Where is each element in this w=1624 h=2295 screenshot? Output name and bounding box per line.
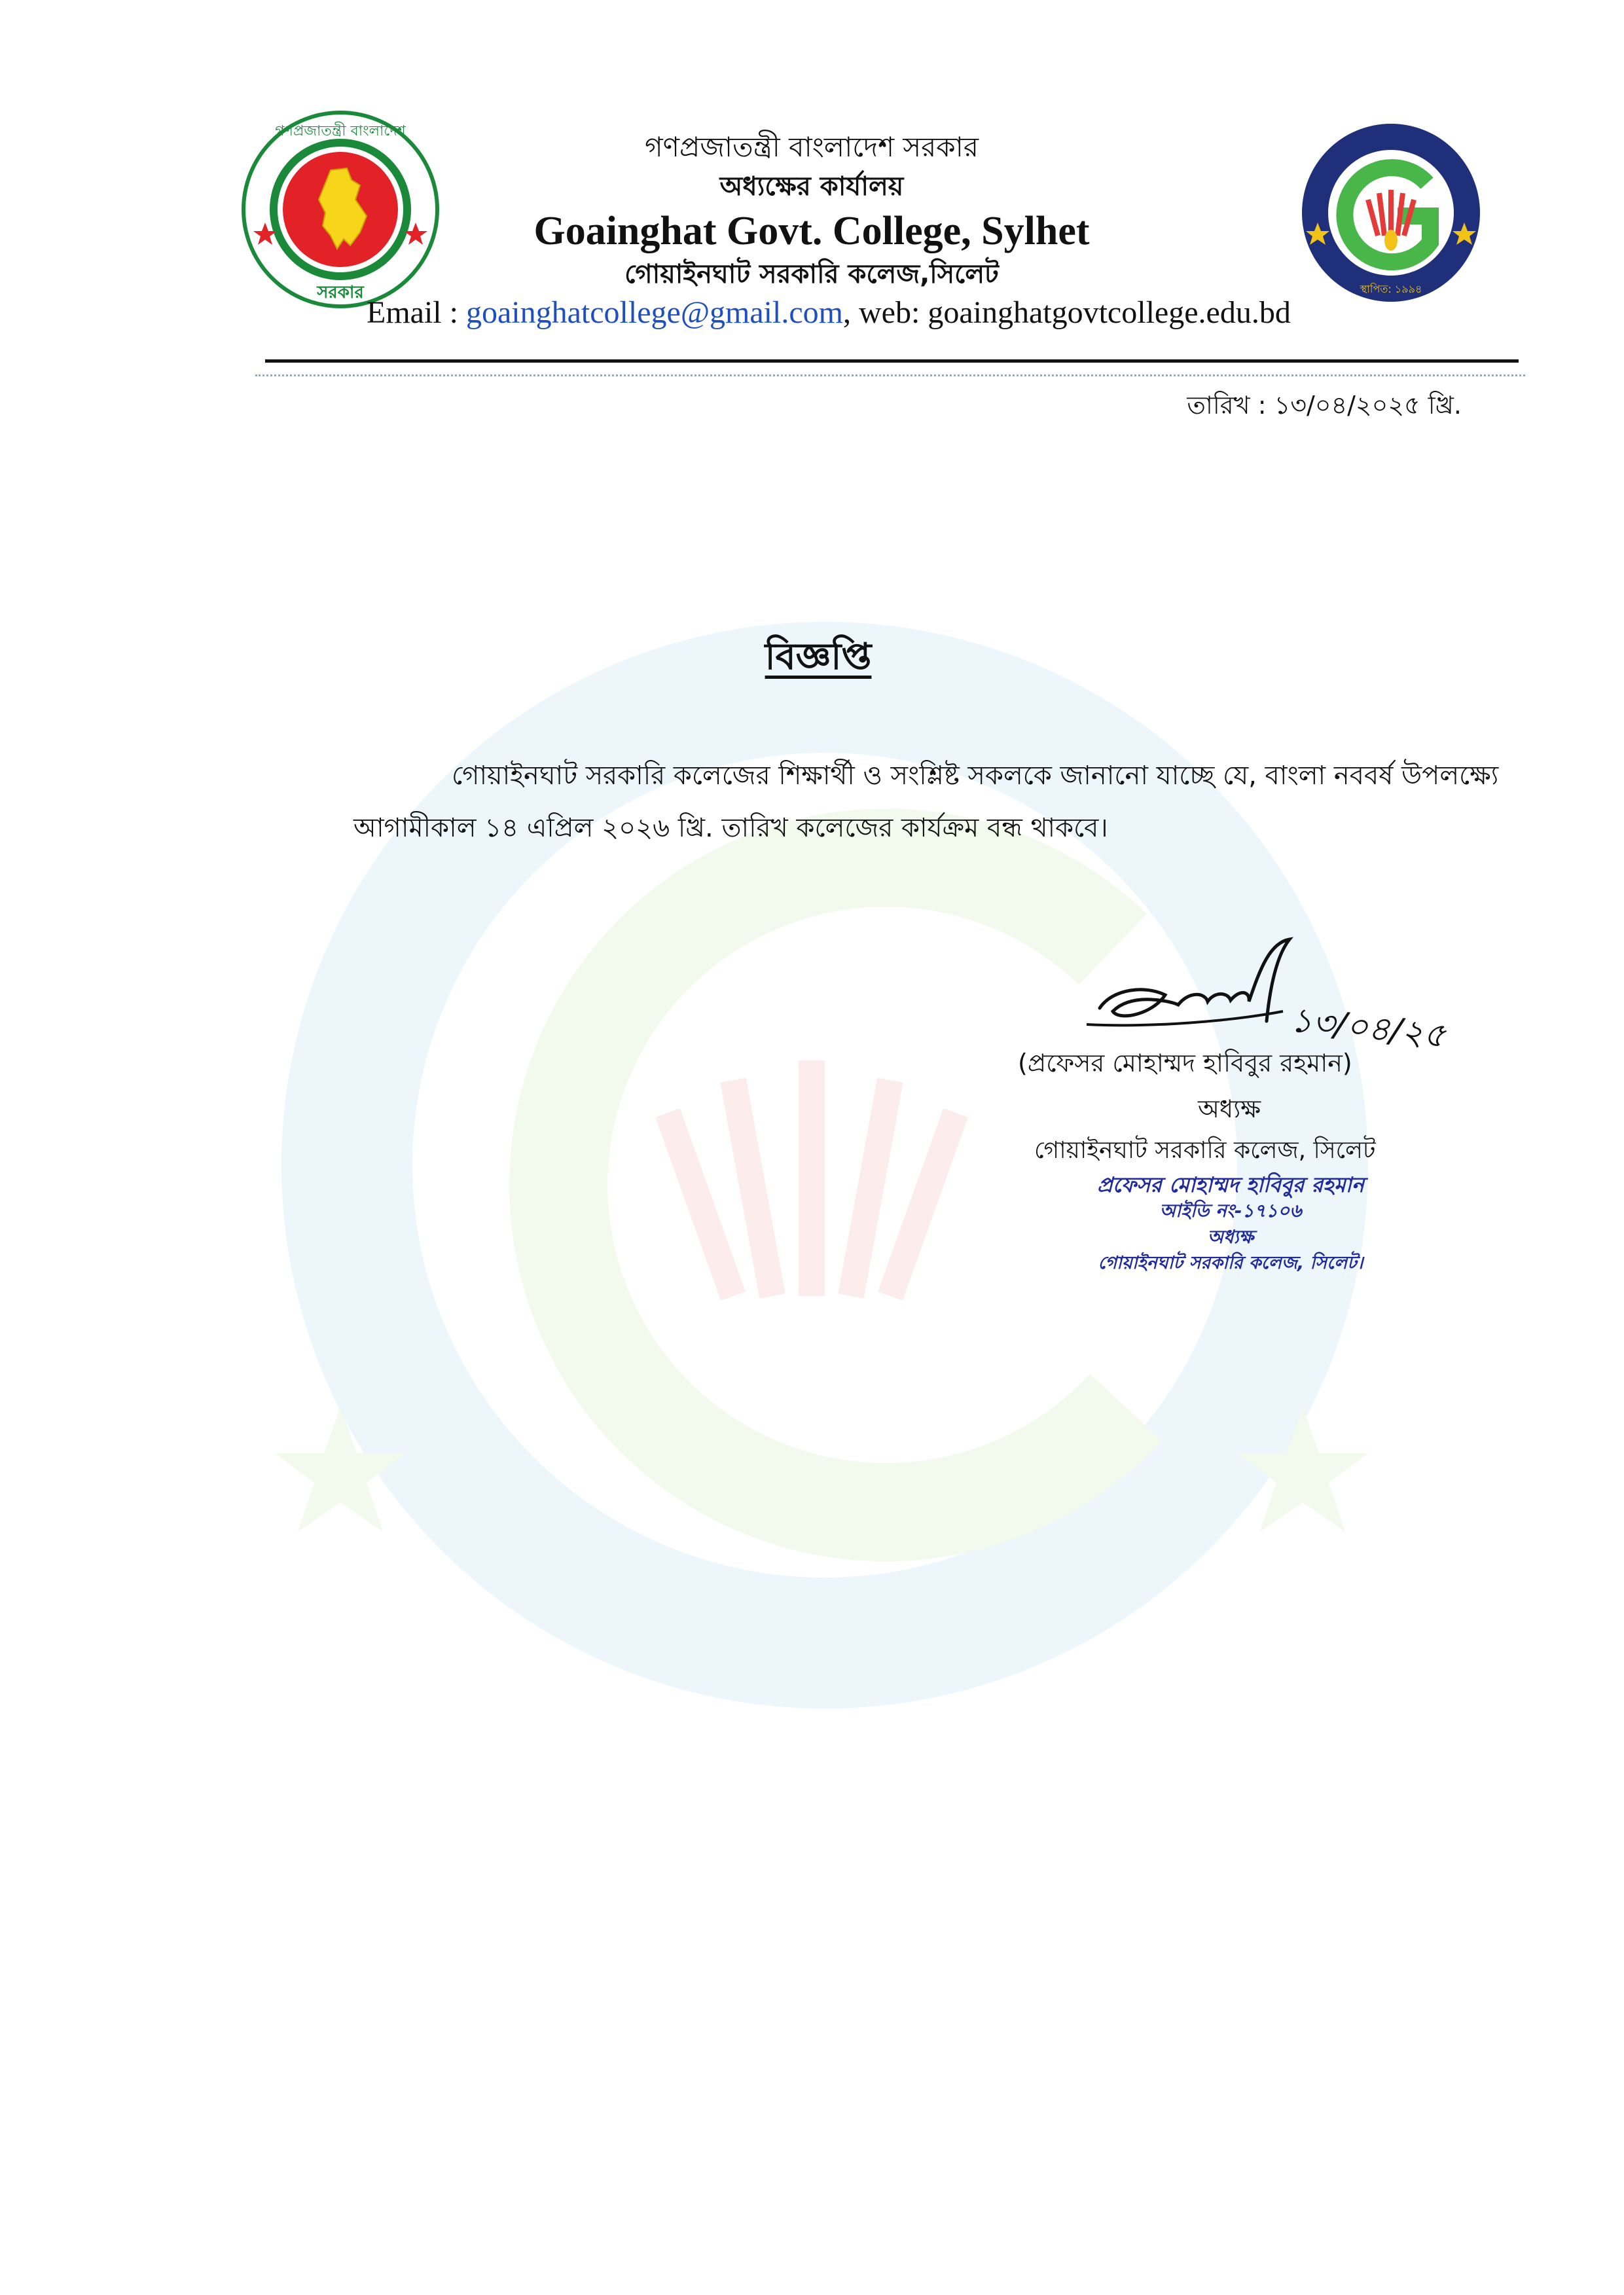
- seal-bottom-text: সরকার: [317, 283, 364, 302]
- letterhead: [484, 128, 1139, 293]
- notice-title: বিজ্ঞপ্তি: [765, 636, 872, 678]
- email-link[interactable]: goainghatcollege@gmail.com: [465, 295, 843, 330]
- bangladesh-government-seal-icon: [239, 108, 442, 311]
- college-name-bangla: গোয়াইনঘাট সরকারি কলেজ,সিলেট: [624, 259, 999, 289]
- stamp-title: অধ্যক্ষ: [1207, 1226, 1254, 1248]
- contact-line: [367, 295, 1414, 331]
- website-link[interactable]: goainghatgovtcollege.edu.bd: [928, 295, 1291, 330]
- stamp-college: গোয়াইনঘাট সরকারি কলেজ, সিলেট।: [1098, 1253, 1363, 1273]
- college-logo-icon: [1299, 121, 1483, 304]
- signatory-name: (প্রফেসর মোহাম্মদ হাবিবুর রহমান): [1018, 1049, 1352, 1077]
- seal-top-text: গণপ্রজাতন্ত্রী বাংলাদেশ: [275, 123, 406, 139]
- signature-date: ১৩/০৪/২৫: [1288, 1000, 1448, 1056]
- notice-line-1: [353, 750, 1506, 802]
- college-logo-established: স্থাপিত: ১৯৯৪: [1360, 283, 1422, 295]
- government-name: গণপ্রজাতন্ত্রী বাংলাদেশ সরকার: [645, 131, 979, 163]
- signatory-title: অধ্যক্ষ: [1198, 1094, 1261, 1123]
- stamp-id: আইডি নং-১৭১০৬: [1159, 1200, 1302, 1221]
- header-dotted-divider: [255, 374, 1525, 376]
- notice-date: তারিখ : ১৩/০৪/২০২৫ খ্রি.: [1187, 391, 1462, 420]
- college-name-english: Goainghat Govt. College, Sylhet: [533, 209, 1090, 253]
- notice-body: [353, 750, 1506, 854]
- office-name: অধ্যক্ষের কার্যালয়: [719, 172, 904, 202]
- header-divider: [265, 359, 1519, 363]
- web-label: , web:: [843, 295, 928, 330]
- notice-line-1-text: গোয়াইনঘাট সরকারি কলেজের শিক্ষার্থী ও সংশ্লিষ্ট সকলকে জানানো যাচ্ছে যে, বাংলা নববর্ষ উপলক্ষ্যে: [452, 761, 1499, 791]
- stamp-name: প্রফেসর মোহাম্মদ হাবিবুর রহমান: [1096, 1172, 1365, 1197]
- notice-line-2: আগামীকাল ১৪ এপ্রিল ২০২৬ খ্রি. তারিখ কলেজের কার্যক্রম বন্ধ থাকবে।: [353, 813, 1108, 843]
- signatory-college: গোয়াইনঘাট সরকারি কলেজ, সিলেট: [1034, 1137, 1376, 1164]
- official-stamp: [1041, 1172, 1420, 1276]
- email-label: Email :: [367, 295, 466, 330]
